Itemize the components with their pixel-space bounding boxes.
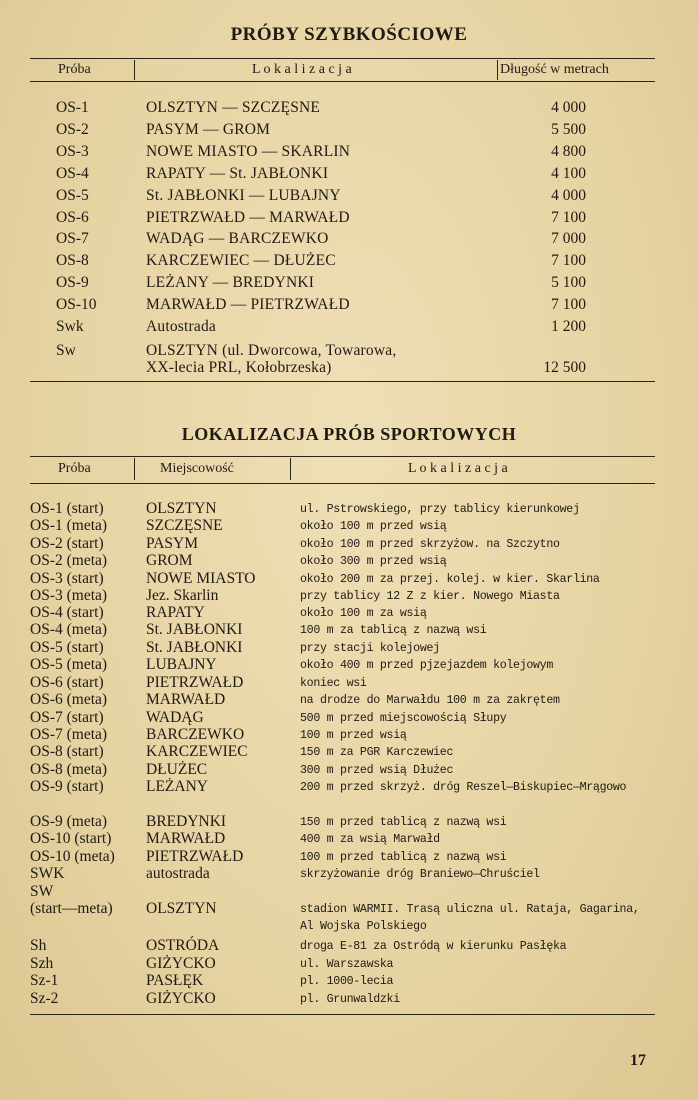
page-number: 17 [630,1052,646,1069]
lokalizacja-cell: OLSZTYN (ul. Dworcowa, Towarowa, [146,342,397,359]
length-cell: 4 000 [551,186,586,204]
col-divider [290,458,291,480]
proba-cell: OS-7 (start) [30,709,104,726]
lokalizacja-cell: PASYM — GROM [146,120,271,138]
miejscowosc-cell: PASŁĘK [146,972,204,989]
proba-cell: OS-6 (start) [30,674,104,691]
miejscowosc-cell: GIŻYCKO [146,990,216,1007]
table-bottom-rule [30,381,655,382]
proba-cell: OS-2 (start) [30,535,104,552]
miejscowosc-cell: MARWAŁD [146,691,226,708]
length-cell: 4 100 [551,164,586,182]
lokalizacja-cell: 100 m przed tablicą z nazwą wsi [300,851,507,864]
col-header-miejscowosc: Miejscowość [160,461,234,476]
miejscowosc-cell: MARWAŁD [146,830,226,847]
proba-cell: OS-1 (start) [30,500,104,517]
lokalizacja-cell: koniec wsi [300,677,367,690]
proba-cell: OS-9 [56,274,89,292]
col-header-proba: Próba [58,461,91,476]
miejscowosc-cell: St. JABŁONKI [146,639,243,656]
lokalizacja-cell: Autostrada [146,318,217,335]
miejscowosc-cell: SZCZĘSNE [146,517,223,534]
proba-cell: OS-4 [56,164,89,182]
proba-cell: OS-2 (meta) [30,552,108,569]
proba-cell: OS-10 (meta) [30,848,115,865]
proba-cell: OS-4 (start) [30,604,104,621]
proba-cell: (start—meta) [30,900,113,917]
miejscowosc-cell: WADĄG [146,709,204,726]
lokalizacja-cell: 400 m za wsią Marwałd [300,833,440,846]
lokalizacja-cell: OLSZTYN — SZCZĘSNE [146,99,321,116]
proba-cell: OS-9 (meta) [30,813,108,830]
lokalizacja-cell: WADĄG — BARCZEWKO [146,230,329,248]
miejscowosc-cell: GIŻYCKO [146,955,216,972]
length-cell: 7 100 [551,208,586,226]
lokalizacja-cell: około 100 m za wsią [300,607,427,620]
proba-cell: OS-6 [56,208,89,226]
proba-cell: OS-2 [56,120,89,138]
miejscowosc-cell: LEŻANY [146,778,208,795]
length-cell: 4 800 [551,142,586,160]
proba-cell: OS-10 (start) [30,830,112,847]
lokalizacja-cell: KARCZEWIEC — DŁUŻEC [146,252,336,270]
lokalizacja-cell: przy tablicy 12 Z z kier. Nowego Miasta [300,590,560,603]
miejscowosc-cell: Jez. Skarlin [146,587,219,604]
miejscowosc-cell: OLSZTYN [146,500,217,517]
lokalizacja-cell: pl. Grunwaldzki [300,993,400,1006]
miejscowosc-cell: autostrada [146,865,210,882]
proba-cell: OS-7 [56,230,89,248]
proba-cell: OS-8 [56,252,89,270]
length-cell: 5 100 [551,274,586,292]
proba-cell: OS-5 (meta) [30,656,108,673]
proba-cell: OS-3 (meta) [30,587,108,604]
proba-cell: OS-5 (start) [30,639,104,656]
proba-cell: Szh [30,955,54,972]
lokalizacja-cell: skrzyżowanie dróg Braniewo—Chruściel [300,868,540,881]
lokalizacja-cell: około 300 m przed wsią [300,555,447,568]
length-cell: 1 200 [551,318,586,335]
col-header-proba: Próba [58,62,91,77]
lokalizacja-cell: około 100 m przed wsią [300,520,447,533]
length-cell: 12 500 [543,359,586,376]
lokalizacja-cell: 150 m przed tablicą z nazwą wsi [300,816,507,829]
length-cell: 7 100 [551,296,586,314]
miejscowosc-cell: KARCZEWIEC [146,743,248,760]
proba-cell: Sz-2 [30,990,59,1007]
lokalizacja-cell: 500 m przed miejscowością Słupy [300,712,507,725]
proba-cell: OS-4 (meta) [30,621,108,638]
lokalizacja-cell: St. JABŁONKI — LUBAJNY [146,186,341,204]
lokalizacja-cell: XX-lecia PRL, Kołobrzeska) [146,359,332,376]
miejscowosc-cell: RAPATY [146,604,205,621]
proba-cell: OS-3 [56,142,89,160]
length-cell: 7 000 [551,230,586,248]
proba-cell: SW [30,883,54,900]
header-rule [30,483,655,484]
lokalizacja-cell: ul. Warszawska [300,958,394,971]
lokalizacja-cell: RAPATY — St. JABŁONKI [146,164,329,182]
proba-cell: OS-5 [56,186,89,204]
col-header-lokalizacja: L o k a l i z a c j a [252,62,352,77]
table-top-rule [30,456,655,457]
proba-cell: OS-8 (meta) [30,761,108,778]
miejscowosc-cell: PIETRZWAŁD [146,674,244,691]
proba-cell: OS-10 [56,296,97,314]
miejscowosc-cell: GROM [146,552,193,569]
miejscowosc-cell: BREDYNKI [146,813,227,830]
proba-cell: OS-8 (start) [30,743,104,760]
proba-cell: Swk [56,318,84,335]
proba-cell: OS-3 (start) [30,570,104,587]
proba-cell: OS-1 (meta) [30,517,108,534]
miejscowosc-cell: PIETRZWAŁD [146,848,244,865]
section-title-speed-trials: PRÓBY SZYBKOŚCIOWE [230,24,468,45]
miejscowosc-cell: PASYM [146,535,198,552]
section-title-sport-locations: LOKALIZACJA PRÓB SPORTOWYCH [181,424,517,444]
col-divider [134,458,135,480]
proba-cell: Sz-1 [30,972,59,989]
proba-cell: Sw [56,342,76,359]
lokalizacja-cell: pl. 1000-lecia [300,975,394,988]
miejscowosc-cell: OSTRÓDA [146,937,220,954]
miejscowosc-cell: LUBAJNY [146,656,217,673]
lokalizacja-cell: MARWAŁD — PIETRZWAŁD [146,296,350,314]
lokalizacja-cell: PIETRZWAŁD — MARWAŁD [146,208,350,226]
table-bottom-rule [30,1014,655,1015]
lokalizacja-cell: 100 m przed wsią [300,729,407,742]
lokalizacja-cell: około 400 m przed pjzejazdem kolejowym [300,659,553,672]
lokalizacja-cell: 300 m przed wsią Dłużec [300,764,454,777]
miejscowosc-cell: DŁUŻEC [146,761,208,778]
col-header-lokalizacja: L o k a l i z a c j a [408,461,508,476]
proba-cell: OS-1 [56,99,89,116]
miejscowosc-cell: OLSZTYN [146,900,217,917]
lokalizacja-cell: przy stacji kolejowej [300,642,440,655]
col-divider [134,60,135,80]
col-header-dlugosc: Długość w metrach [500,62,609,77]
proba-cell: SWK [30,865,65,882]
lokalizacja-cell: na drodze do Marwałdu 100 m za zakrętem [300,694,560,707]
lokalizacja-cell: LEŻANY — BREDYNKI [146,274,315,292]
miejscowosc-cell: NOWE MIASTO [146,570,256,587]
length-cell: 5 500 [551,120,586,138]
lokalizacja-cell: 150 m za PGR Karczewiec [300,746,454,759]
lokalizacja-cell: 200 m przed skrzyż. dróg Reszel—Biskupiec—Mrągowo [300,781,627,794]
header-rule [30,81,655,82]
proba-cell: OS-6 (meta) [30,691,108,708]
proba-cell: OS-7 (meta) [30,726,108,743]
miejscowosc-cell: St. JABŁONKI [146,621,243,638]
proba-cell: OS-9 (start) [30,778,104,795]
table-top-rule [30,58,655,59]
col-divider [497,60,498,80]
lokalizacja-cell: około 200 m za przej. kolej. w kier. Skarlina [300,573,600,586]
lokalizacja-cell: stadion WARMII. Trasą uliczna ul. Rataja, Gagarina, Al Wojska Polskiego [300,903,640,934]
length-cell: 4 000 [551,99,586,116]
length-cell: 7 100 [551,252,586,270]
lokalizacja-cell: NOWE MIASTO — SKARLIN [146,142,351,160]
proba-cell: Sh [30,937,47,954]
miejscowosc-cell: BARCZEWKO [146,726,245,743]
lokalizacja-cell: ul. Pstrowskiego, przy tablicy kierunkowej [300,503,580,516]
lokalizacja-cell: około 100 m przed skrzyżow. na Szczytno [300,538,560,551]
lokalizacja-cell: droga E-81 za Ostródą w kierunku Pasłęka [300,940,567,953]
lokalizacja-cell: 100 m za tablicą z nazwą wsi [300,624,487,637]
